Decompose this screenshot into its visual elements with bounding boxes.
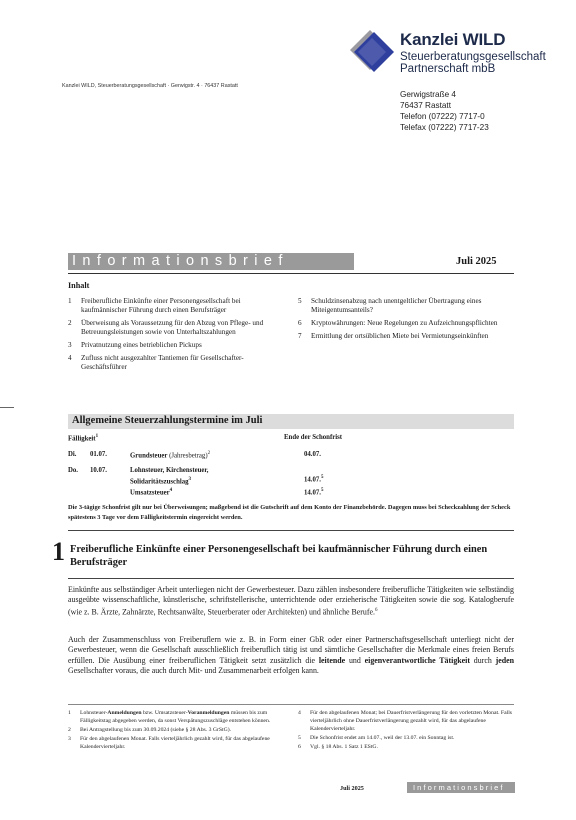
logo-subtitle: Steuerberatungsgesellschaft: [400, 51, 546, 63]
footnote-text: Vgl. § 18 Abs. 1 Satz 1 EStG.: [310, 744, 378, 751]
toc-text: Zufluss nicht ausgezahlter Tantiemen für Gesellschafter-Geschäftsführer: [81, 353, 244, 372]
toc-text: Ermittlung der ortsüblichen Miete bei Vermietungseinkünften: [311, 331, 489, 340]
toc-item: [298, 319, 514, 328]
issue-date: Juli 2025: [456, 256, 497, 267]
footnote: [68, 727, 282, 735]
toc-text: Kryptowährungen: Neue Regelungen zu Aufzeichnungspflichten: [311, 319, 498, 328]
address-street: Gerwigstraße 4: [400, 90, 456, 99]
toc-column-right: [298, 297, 514, 345]
toc-item: [68, 319, 284, 338]
toc-num: 4: [68, 353, 72, 362]
divider: [68, 578, 514, 579]
section-title: Freiberufliche Einkünfte einer Personengesellschaft bei kaufmännischer Führung durch einen Berufsträger: [70, 544, 488, 568]
footnote-ref: 2: [207, 451, 211, 456]
col-end-header: Ende der Schonfrist: [284, 434, 343, 441]
footnote-number: 5: [298, 734, 301, 741]
row1-tax-note: (Jahresbetrag): [169, 452, 208, 460]
row3-end: [304, 488, 324, 496]
footnote-ref: 6: [374, 607, 378, 613]
footnote: [298, 735, 512, 743]
footnote-text: bzw. Umsatzsteuer-: [141, 710, 188, 716]
toc-item: [298, 332, 514, 341]
emphasis: leitende: [318, 655, 346, 665]
address-block: [400, 89, 489, 133]
footnote-number: 1: [68, 710, 71, 716]
paragraph: [68, 585, 514, 618]
footer-date: Juli 2025: [340, 785, 364, 792]
toc-num: 6: [298, 319, 302, 328]
toc-text: Überweisung als Voraussetzung für den Abzug von Pflege- und Betreuungsleistungen sowie von Unterhaltszahlungen: [81, 319, 264, 337]
emphasis: jeden: [495, 655, 514, 665]
divider: [68, 530, 514, 531]
toc-num: 3: [68, 341, 72, 350]
company-logo: [348, 28, 548, 78]
row1-end: 04.07.: [304, 451, 321, 458]
footnotes-left: [68, 710, 282, 753]
paragraph-text: Gesellschafter voraus, die auch durch Mit- und Zusammenarbeit erfolgen kann.: [68, 666, 319, 676]
footnote-ref: 1: [95, 434, 99, 439]
row2-end-date: 14.07.: [304, 476, 321, 484]
footnote-ref: 4: [169, 488, 173, 493]
row2-day: Do.: [68, 467, 79, 474]
dates-title: Allgemeine Steuerzahlungstermine im Juli: [72, 415, 263, 426]
logo-name: Kanzlei WILD: [400, 30, 506, 49]
paragraph: [68, 635, 514, 677]
footnote-text: müssen bis zum Fälligkeitstag abgegeben werden, da sonst Verspätungszuschläge entstehen können.: [80, 710, 271, 724]
toc-num: 7: [298, 331, 302, 340]
col-due-header: [68, 434, 98, 442]
toc-num: 5: [298, 297, 302, 305]
logo-subtitle-2: Partnerschaft mbB: [400, 63, 496, 75]
row2-tax: [130, 467, 240, 486]
row3-tax: [130, 488, 172, 496]
footer-banner: [407, 782, 515, 793]
row3-end-date: 14.07.: [304, 489, 321, 497]
footnote-number: 2: [68, 727, 71, 734]
footnote: [298, 744, 512, 752]
row2-tax-name: Lohnsteuer, Kirchensteuer, Solidaritätszuschlag: [130, 467, 209, 485]
row3-tax-name: Umsatzsteuer: [130, 489, 170, 497]
banner: [68, 253, 354, 270]
toc-heading: Inhalt: [68, 281, 90, 290]
footnote: [68, 710, 282, 726]
footnote: [298, 710, 512, 733]
section-number: 1: [52, 537, 65, 566]
toc-num: 1: [68, 297, 72, 305]
toc-item: [68, 297, 284, 316]
sender-line: Kanzlei WILD, Steuerberatungsgesellschaft · Gerwigstr. 4 · 76437 Rastatt: [62, 83, 238, 89]
fold-mark: [0, 407, 14, 408]
footnote-text: Lohnsteuer-: [80, 710, 108, 716]
row1-date: 01.07.: [90, 451, 107, 458]
row1-day: Di.: [68, 451, 77, 458]
toc-column-left: [68, 297, 284, 376]
toc-num: 2: [68, 319, 72, 328]
paragraph-text: und: [345, 655, 365, 665]
logo-diamond-icon: [348, 28, 398, 74]
row1-tax-name: Grundsteuer: [130, 452, 168, 460]
toc-item: [68, 354, 284, 373]
banner-title: Informationsbrief: [72, 253, 289, 269]
toc-item: [298, 297, 514, 316]
toc-text: Schuldzinsenabzug nach unentgeltlicher Übertragung eines Miteigentumsanteils?: [311, 297, 482, 315]
address-fax: Telefax (07222) 7717-23: [400, 123, 489, 132]
row1-tax: [130, 451, 210, 459]
footnote-number: 6: [298, 744, 301, 751]
footnote-ref: 5: [321, 475, 324, 480]
address-phone: Telefon (07222) 7717-0: [400, 112, 485, 121]
footnote-divider: [68, 704, 514, 705]
emphasis: eigenverantwortliche Tätigkeit: [364, 655, 470, 665]
address-city: 76437 Rastatt: [400, 101, 451, 110]
footnote-text: Für den abgelaufenen Monat. Falls vierteljährlich gezahlt wird, für das abgelaufene Kalendervierteljahr.: [80, 736, 270, 751]
footnote-ref: 5: [321, 488, 324, 493]
dates-note: Die 3-tägige Schonfrist gilt nur bei Überweisungen; maßgebend ist die Gutschrift auf dem Konto der Finanzbehörde. Dagegen muss bei Scheckzahlung der Scheck spätestens 3 Tage vor dem Fälligkeitstermin eingereicht werden.: [68, 504, 511, 521]
footer-label: Informationsbrief: [413, 783, 505, 792]
footnote-number: 3: [68, 736, 71, 743]
footnote-emphasis: Anmeldungen: [107, 710, 142, 716]
paragraph-text: Auch der Zusammenschluss von Freiberuflern wie z. B. in Form einer GbR oder einer Partnerschaftsgesellschaft unterliegt nicht der Gewerbesteuer, wenn die Gesellschaft ausschließlich freiberuflich tätig ist und sämtliche Gesellschafter die Merkmale eines freien Berufs erfüllen. Die Ausübung einer freiberuflichen Tätigkeit setzt zusätzlich die: [68, 635, 514, 665]
footnote: [68, 736, 282, 752]
dates-header: [68, 414, 514, 429]
toc-text: Freiberufliche Einkünfte einer Personengesellschaft bei kaufmännischer Führung durch einen Berufsträger: [81, 297, 241, 315]
toc-text: Privatnutzung eines betrieblichen Pickups: [81, 341, 202, 350]
footnote-ref: 3: [188, 476, 192, 482]
paragraph-text: Einkünfte aus selbständiger Arbeit unterliegen nicht der Gewerbesteuer. Dazu zählen insbesondere freiberufliche Tätigkeiten wie selbständig ausgeübte wissenschaftliche, künstlerische, schriftstellerische, unterrichtende oder erzieherische Tätigkeiten sowie die sog. Katalogberufe (wie z. B. Ärzte, Zahnärzte, Rechtsanwälte, Steuerberater oder Architekten) und ähnliche Berufe.: [68, 585, 514, 617]
footnote-text: Für den abgelaufenen Monat; bei Dauerfristverlängerung für den vorletzten Monat. Falls vierteljährlich ohne Dauerfristverlängerung gezahlt wird, für das abgelaufene Kalendervierteljahr.: [310, 710, 512, 732]
divider: [68, 273, 514, 274]
footnotes-right: [298, 710, 512, 753]
footnote-text: Die Schonfrist endet am 14.07., weil der 13.07. ein Sonntag ist.: [310, 734, 455, 741]
footnote-emphasis: Voranmeldungen: [187, 710, 230, 716]
toc-item: [68, 341, 284, 350]
footnote-text: Bei Antragstellung bis zum 30.09.2024 (siehe § 28 Abs. 3 GrStG).: [80, 727, 232, 734]
footnote-number: 4: [298, 710, 301, 716]
row2-end: [304, 475, 324, 483]
paragraph-text: durch: [469, 655, 496, 665]
row2-date: 10.07.: [90, 467, 107, 474]
col-due-label: Fälligkeit: [68, 435, 96, 443]
